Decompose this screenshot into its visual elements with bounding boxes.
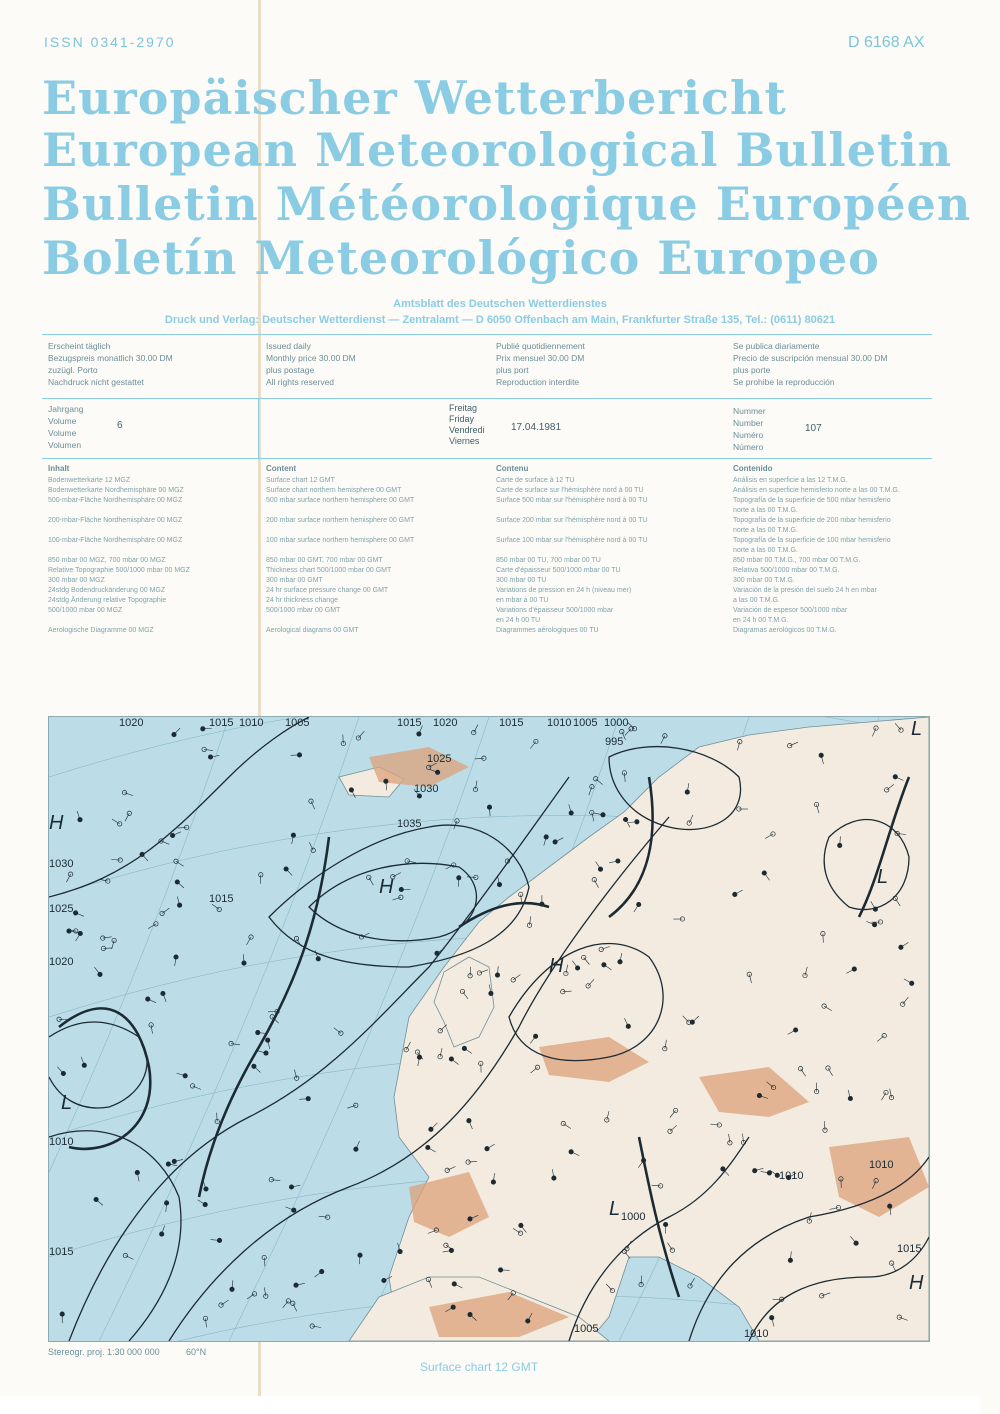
subscription-en: Issued daily Monthly price 30.00 DM plus postage All rights reserved (266, 341, 356, 387)
isobar-label: 1010 (744, 1328, 769, 1340)
divider (42, 458, 932, 459)
contents-list-en: Surface chart 12 GMT Surface chart northern hemisphere 00 GMT 500 mbar surface northern hemisphere 00 GMT 200 mbar surface northern hemisphere 00 GMT 100 mbar surface northern hemisphere 00 GMT 850 mbar 00 GMT, 700 mbar 00 GMT Thickness chart 500/1000 mbar 00 GMT 300 mbar 00 GMT 24 hr surface pressure change 00 GMT 24 hr thickness change 500/1000 mbar 00 GMT Aerological diagrams 00 GMT (266, 477, 415, 634)
isobar-label: 1020 (433, 717, 458, 729)
divider (258, 398, 259, 458)
station-symbol (462, 1046, 466, 1050)
isobar-label: 1030 (49, 858, 74, 870)
isobar-label: 995 (605, 736, 624, 748)
isobar-label: 1010 (49, 1136, 74, 1148)
issue-number: 107 (805, 423, 822, 434)
station-symbol (417, 732, 421, 736)
isobar-label: 1010 (779, 1170, 804, 1182)
station-symbol (266, 1038, 270, 1042)
contents-title-fr: Contenu (496, 464, 529, 473)
station-symbol (641, 1158, 645, 1162)
surface-weather-map (48, 716, 930, 1342)
low-pressure-center: L (877, 866, 889, 888)
station-symbol (626, 1024, 630, 1028)
station-symbol (553, 840, 557, 844)
isobar-label: 1015 (397, 717, 422, 729)
publisher-line-1: Amtsblatt des Deutschen Wetterdienstes (393, 298, 607, 310)
isobar-label: 1020 (49, 956, 74, 968)
station-symbol (598, 867, 602, 871)
low-pressure-center: L (61, 1092, 73, 1114)
low-pressure-center: L (911, 718, 923, 740)
isobar-label: 1000 (604, 717, 629, 729)
map-caption: Surface chart 12 GMT (420, 1360, 539, 1374)
publisher-line-2: Druck und Verlag: Deutscher Wetterdienst — Zentralamt — D 6050 Offenbach am Main, Frankfurter Straße 135, Tel.: (0611) 80621 (164, 314, 836, 326)
number-labels: Nummer Number Numéro Número (733, 406, 766, 452)
isobar-label: 1025 (49, 903, 74, 915)
contents-title-de: Inhalt (48, 464, 70, 473)
issue-date: 17.04.1981 (511, 422, 562, 433)
day-labels: Freitag Friday Vendredi Viernes (449, 403, 485, 446)
divider (42, 334, 932, 335)
station-symbol (770, 1316, 774, 1320)
volume-value: 6 (117, 420, 123, 431)
station-symbol (82, 1063, 86, 1067)
isobar-label: 1025 (427, 753, 452, 765)
title-spanish: Boletín Meteorológico Europeo (42, 231, 880, 285)
station-symbol (382, 1278, 386, 1282)
station-symbol (183, 1074, 187, 1078)
station-symbol (733, 892, 737, 896)
isobar-label: 1010 (239, 717, 264, 729)
station-symbol (873, 907, 877, 911)
subscription-es: Se publica diariamente Precio de suscripción mensual 30.00 DM plus porte Se prohibe la reproducción (733, 341, 888, 387)
isobar-label: 1005 (574, 1323, 599, 1335)
low-pressure-center: L (609, 1198, 621, 1220)
station-symbol (602, 963, 606, 967)
high-pressure-center: H (379, 876, 394, 898)
isobar-label: 1020 (119, 717, 144, 729)
contents-title-es: Contenido (733, 464, 773, 473)
high-pressure-center: H (549, 955, 564, 977)
contents-list-de: Bodenwetterkarte 12 MGZ Bodenwetterkarte Nordhemisphäre 00 MGZ 500-mbar-Fläche Nordhemisphäre 00 MGZ 200-mbar-Fläche Nordhemisphäre 00 MGZ 100-mbar-Fläche Nordhemisphäre 00 MGZ 850 mbar 00 MGZ, 700 mbar 00 MGZ Relative Topographie 500/1000 mbar 00 MGZ 300 mbar 00 MGZ 24stdg Bodendruckänderung 00 MGZ 24stdg Änderung relative Topographie 500/1000 mbar 00 MGZ Aerologische Diagramme 00 MGZ (48, 477, 190, 634)
map-latitude: 60°N (186, 1347, 207, 1357)
publication-code: D 6168 AX (848, 34, 925, 51)
map-projection: Stereogr. proj. 1:30 000 000 (48, 1347, 160, 1357)
divider (42, 398, 932, 399)
title-french: Bulletin Météorologique Européen (42, 177, 972, 231)
isobar-label: 1035 (397, 818, 422, 830)
isobar-label: 1015 (49, 1246, 74, 1258)
isobar-label: 1015 (897, 1243, 922, 1255)
isobar-label: 1010 (547, 717, 572, 729)
weather-map-svg (49, 717, 929, 1341)
station-symbol (78, 818, 82, 822)
isobar-label: 1005 (573, 717, 598, 729)
isobar-label: 1010 (869, 1159, 894, 1171)
title-german: Europäischer Wetterbericht (42, 71, 787, 125)
high-pressure-center: H (909, 1272, 924, 1294)
page-edge (0, 1396, 980, 1414)
contents-list-fr: Carte de surface à 12 TU Carte de surface sur l'hémisphère nord à 00 TU Surface 500 mbar sur l'hémisphère nord à 00 TU Surface 200 mbar sur l'hémisphère nord à 00 TU Surface 100 mbar sur l'hémisphère nord à 00 TU 850 mbar 00 TU, 700 mbar 00 TU Carte d'épaisseur 500/1000 mbar 00 TU 300 mbar 00 TU Variations de pression en 24 h (niveau mer) en mbar à 00 TU Variations d'épaisseur 500/1000 mbar en 24 h 00 TU Diagrammes aérologiques 00 TU (496, 477, 648, 634)
station-symbol (893, 775, 897, 779)
station-symbol (872, 923, 876, 927)
station-symbol (78, 931, 82, 935)
isobar-label: 1030 (414, 783, 439, 795)
title-english: European Meteorological Bulletin (42, 123, 953, 177)
high-pressure-center: H (49, 812, 64, 834)
contents-title-en: Content (266, 464, 297, 473)
isobar-label: 1015 (209, 717, 234, 729)
station-symbol (819, 753, 823, 757)
isobar-label: 1015 (499, 717, 524, 729)
isobar-label: 1015 (209, 893, 234, 905)
station-symbol (177, 903, 181, 907)
issn: ISSN 0341-2970 (44, 34, 176, 50)
isobar-label: 1005 (285, 717, 310, 729)
station-symbol (264, 1051, 268, 1055)
subscription-fr: Publié quotidiennement Prix mensuel 30.00 DM plus port Reproduction interdite (496, 341, 585, 387)
station-symbol (451, 1305, 455, 1309)
subscription-de: Erscheint täglich Bezugspreis monatlich 30.00 DM zuzügl. Porto Nachdruck nicht gestattet (48, 341, 173, 387)
isobar-label: 1000 (621, 1211, 646, 1223)
station-symbol (467, 1119, 471, 1123)
station-symbol (203, 1202, 207, 1206)
volume-labels: Jahrgang Volume Volume Volumen (48, 404, 84, 450)
station-symbol (852, 967, 856, 971)
station-symbol (146, 997, 150, 1001)
contents-list-es: Análisis en superficie a las 12 T.M.G. Análisis en superficie hemisferio norte a las 00 T.M.G. Topografía de la superficie de 500 mbar hemisferio norte a las 00 T.M.G. Topografía de la superficie de 200 mbar hemisferio norte a las 00 T.M.G. Topografía de la superficie de 100 mbar hemisferio norte a las 00 T.M.G. 850 mbar 00 T.M.G., 700 mbar 00 T.M.G. Relativa 500/1000 mbar 00 T.M.G. 300 mbar 00 T.M.G. Variación de la presión del suelo 24 h en mbar a las 00 T.M.G. Variación de espesor 500/1000 mbar en 24 h 00 T.M.G. Diagramas aerológicos 00 T.M.G. (733, 477, 900, 634)
